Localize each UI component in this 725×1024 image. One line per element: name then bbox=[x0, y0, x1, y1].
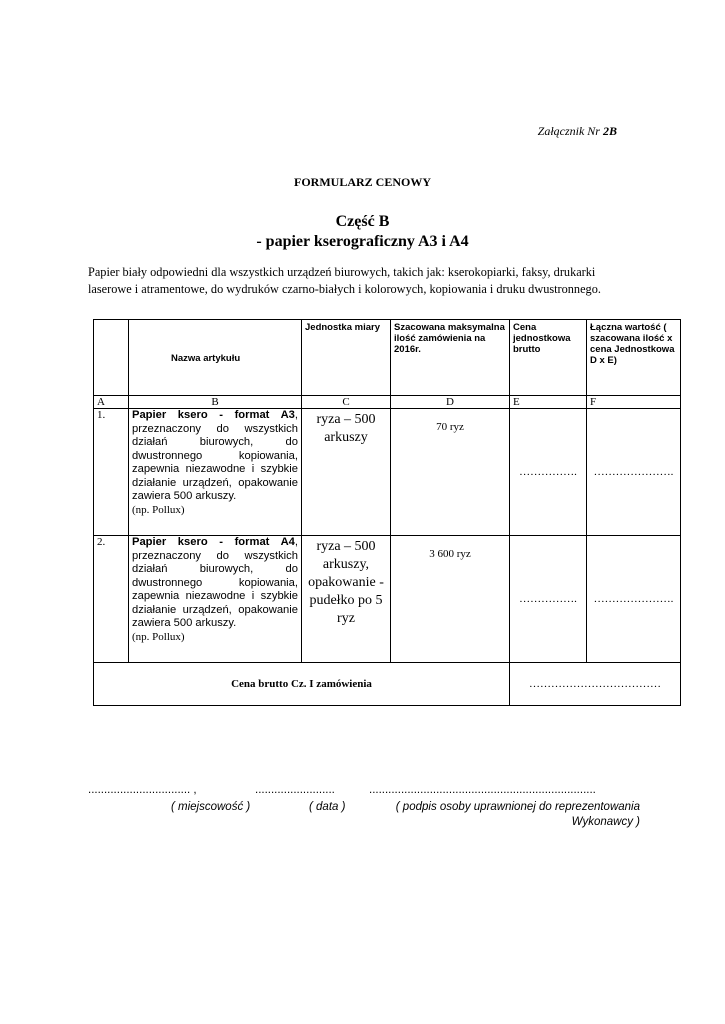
row-unit: ryza – 500 arkuszy bbox=[302, 409, 391, 536]
table-header-row bbox=[94, 320, 681, 396]
place-field[interactable]: ................................ , bbox=[88, 784, 197, 796]
row-name: Papier ksero - format A3 bbox=[132, 409, 295, 421]
attachment-label bbox=[538, 124, 617, 139]
signature-field[interactable]: ....................................................................... bbox=[369, 784, 596, 796]
row-name-rest: , przeznaczony do wszystkich działań biurowych, do dwustronnego kopiowania, zapewnia niezawodne i szybkie działanie urządzeń, opakowanie zawiera 500 arkuszy. bbox=[132, 536, 298, 629]
total-value-field[interactable]: ……………………………… bbox=[510, 663, 681, 706]
row-name-rest: , przeznaczony do wszystkich działań biurowych, do dwustronnego kopiowania, zapewnia niezawodne i szybkie działanie urządzeń, opakowanie zawiera 500 arkuszy. bbox=[132, 409, 298, 502]
intro-paragraph bbox=[88, 264, 648, 298]
table-row bbox=[94, 409, 681, 536]
header-total: Łączna wartość ( szacowana ilość x cena Jednostkowa D x E) bbox=[587, 320, 681, 396]
row-unit: ryza – 500 arkuszy, opakowanie - pudełko po 5 ryz bbox=[302, 536, 391, 663]
intro-line2: laserowe i atramentowe, do wydruków czarno-białych i kolorowych, kopiowania i druku dwustronnego. bbox=[88, 282, 601, 296]
table-row bbox=[94, 536, 681, 663]
row-note: (np. Pollux) bbox=[132, 630, 185, 643]
attachment-prefix: Załącznik Nr bbox=[537, 124, 603, 138]
column-letter: C bbox=[302, 396, 391, 409]
total-label: Cena brutto Cz. I zamówienia bbox=[94, 663, 510, 706]
row-price-field[interactable]: ……………. bbox=[510, 409, 587, 536]
row-description bbox=[129, 536, 302, 663]
signature-caption-line1: ( podpis osoby uprawnionej do reprezentowania bbox=[395, 801, 640, 813]
total-row bbox=[94, 663, 681, 706]
column-letter: A bbox=[94, 396, 129, 409]
part-title-line2: - papier kserograficzny A3 i A4 bbox=[256, 233, 469, 250]
signature-caption bbox=[380, 800, 640, 830]
column-letter: D bbox=[391, 396, 510, 409]
column-letter: F bbox=[587, 396, 681, 409]
part-title-line1: Część B bbox=[335, 213, 390, 230]
date-field[interactable]: ......................... bbox=[255, 784, 335, 796]
header-qty: Szacowana maksymalna ilość zamówienia na 2016r. bbox=[391, 320, 510, 396]
intro-line1: Papier biały odpowiedni dla wszystkich urządzeń biurowych, takich jak: kserokopiarki, faksy, drukarki bbox=[88, 265, 596, 279]
column-letter: B bbox=[129, 396, 302, 409]
place-caption: ( miejscowość ) bbox=[171, 801, 251, 813]
signature-caption-line2: Wykonawcy ) bbox=[571, 816, 640, 828]
row-total-field[interactable]: …………………. bbox=[587, 409, 681, 536]
row-qty: 70 ryz bbox=[391, 409, 510, 536]
row-total-field[interactable]: …………………. bbox=[587, 536, 681, 663]
date-caption: ( data ) bbox=[309, 801, 346, 813]
row-description bbox=[129, 409, 302, 536]
form-title: FORMULARZ CENOWY bbox=[294, 175, 431, 189]
column-letter: E bbox=[510, 396, 587, 409]
header-price: Cena jednostkowa brutto bbox=[510, 320, 587, 396]
row-note: (np. Pollux) bbox=[132, 503, 185, 516]
column-letters-row bbox=[94, 396, 681, 409]
row-number: 2. bbox=[94, 536, 129, 663]
header-name: Nazwa artykułu bbox=[129, 320, 302, 396]
row-qty: 3 600 ryz bbox=[391, 536, 510, 663]
row-name: Papier ksero - format A4 bbox=[132, 536, 295, 548]
part-title bbox=[0, 212, 725, 252]
header-unit: Jednostka miary bbox=[302, 320, 391, 396]
attachment-number: 2B bbox=[602, 124, 617, 138]
row-price-field[interactable]: ……………. bbox=[510, 536, 587, 663]
price-table bbox=[93, 319, 681, 706]
header-no bbox=[94, 320, 129, 396]
row-number: 1. bbox=[94, 409, 129, 536]
